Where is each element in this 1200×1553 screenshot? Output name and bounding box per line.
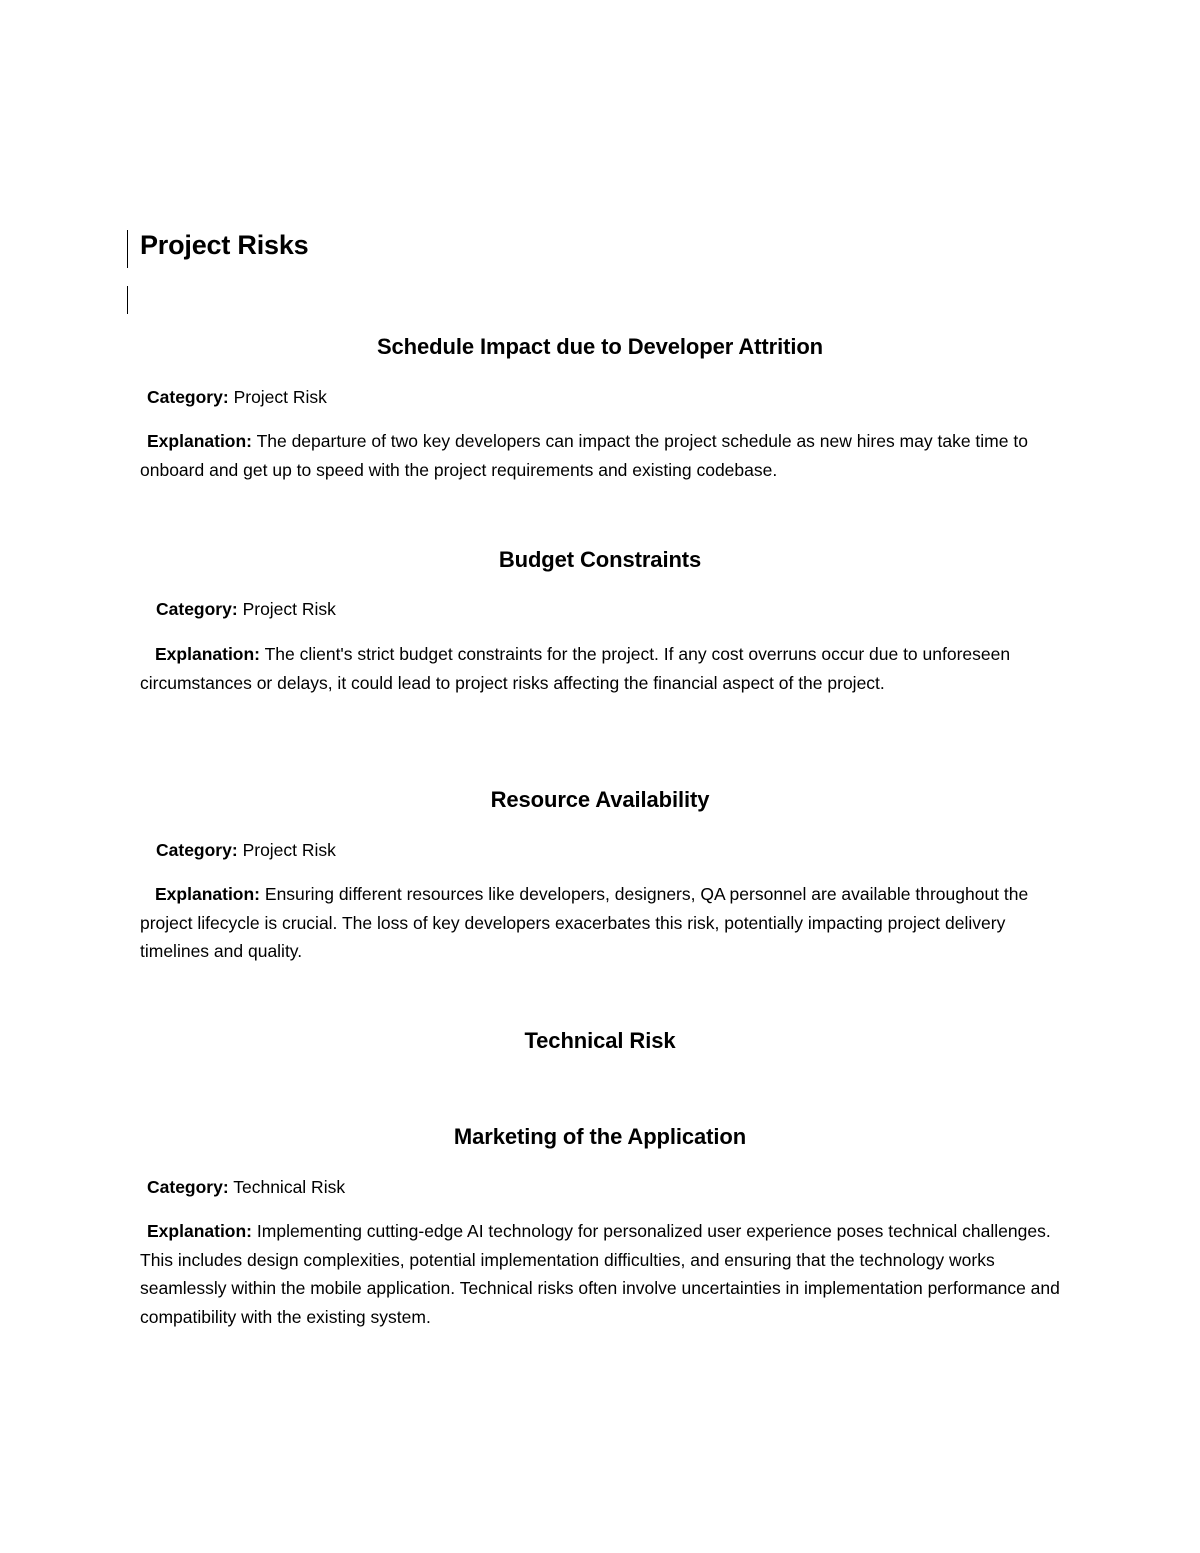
category-line — [147, 1173, 345, 1202]
document-title: Project Risks — [140, 230, 309, 260]
section-heading: Budget Constraints — [498, 547, 702, 572]
category-line — [156, 595, 336, 624]
category-line — [147, 383, 327, 412]
section-heading: Schedule Impact due to Developer Attrition — [376, 334, 824, 359]
explanation-label: Explanation: — [155, 884, 261, 904]
category-label: Category: — [156, 599, 238, 619]
explanation-paragraph — [140, 640, 1060, 697]
category-value: Technical Risk — [233, 1177, 346, 1197]
explanation-text: Ensuring different resources like developers, designers, QA personnel are available throughout the project lifecycle is crucial. The loss of key developers exacerbates this risk, potentially impacting project delivery timelines and quality. — [140, 884, 1029, 961]
category-label: Category: — [147, 387, 229, 407]
category-line — [156, 836, 336, 865]
explanation-text: Implementing cutting-edge AI technology for personalized user experience poses technical challenges. This includes design complexities, potential implementation difficulties, and ensuring that the technology works seamlessly within the mobile application. Technical risks often involve uncertainties in implementation performance and compatibility with the existing system. — [140, 1221, 1060, 1327]
category-value: Project Risk — [233, 387, 327, 407]
explanation-text: The departure of two key developers can impact the project schedule as new hires may take time to onboard and get up to speed with the project requirements and existing codebase. — [140, 431, 1028, 480]
explanation-paragraph — [140, 427, 1060, 484]
category-label: Category: — [147, 1177, 229, 1197]
category-label: Category: — [156, 840, 238, 860]
explanation-label: Explanation: — [147, 431, 253, 451]
explanation-paragraph — [140, 880, 1060, 966]
explanation-label: Explanation: — [155, 644, 261, 664]
explanation-paragraph — [140, 1217, 1060, 1331]
section-heading: Marketing of the Application — [453, 1124, 747, 1149]
category-value: Project Risk — [242, 840, 336, 860]
explanation-label: Explanation: — [147, 1221, 253, 1241]
section-heading: Technical Risk — [524, 1028, 676, 1053]
text-cursor-bar — [127, 286, 128, 314]
text-cursor-bar — [127, 230, 128, 268]
category-value: Project Risk — [242, 599, 336, 619]
section-heading: Resource Availability — [490, 787, 710, 812]
explanation-text: The client's strict budget constraints for the project. If any cost overruns occur due to unforeseen circumstances or delays, it could lead to project risks affecting the financial aspect of the project. — [140, 644, 1011, 693]
